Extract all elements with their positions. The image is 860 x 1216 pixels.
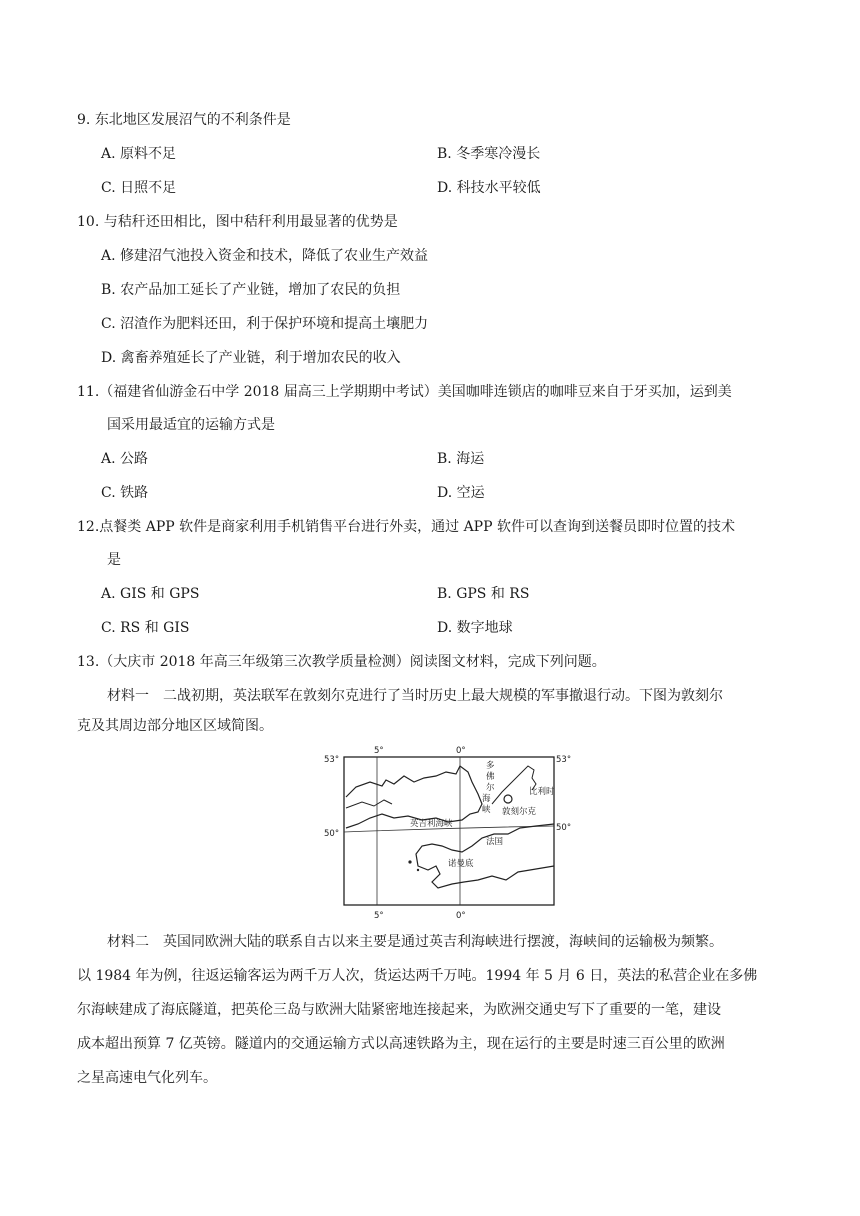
belgium-coastline: [492, 766, 536, 804]
q12-option-a: [101, 584, 199, 604]
inner-coastline: [346, 800, 392, 808]
france-coastline: [416, 824, 554, 888]
q10-option-a: [101, 246, 428, 266]
question-text: 东北地区发展沼气的不利条件是: [94, 112, 291, 128]
question-13-stem: [77, 652, 606, 672]
material-text: 尔海峡建成了海底隧道，把英伦三岛与欧洲大陆紧密地连接起来，为欧洲交通史写下了重要的一笔，建设: [77, 1002, 721, 1018]
option-letter: D.: [437, 485, 453, 501]
q11-option-b: [437, 449, 484, 469]
option-letter: C.: [101, 485, 116, 501]
option-letter: B.: [437, 146, 452, 162]
label-dunkirk: 敦刻尔克: [502, 807, 537, 817]
question-text: 点餐类 APP 软件是商家利用手机销售平台进行外卖，通过 APP 软件可以查询到送餐员即时位置的技术: [99, 519, 735, 535]
q9-option-a: [101, 144, 176, 164]
option-letter: D.: [437, 180, 453, 196]
option-text: 铁路: [120, 485, 149, 501]
option-text: 沼渣作为肥料还田，利于保护环境和提高土壤肥力: [120, 316, 429, 332]
material-1-line-1: [107, 686, 723, 706]
question-text: 是: [107, 552, 121, 568]
label-lon-5w-bottom: 5°: [374, 911, 384, 920]
label-lat-50-left: 50°: [324, 829, 340, 839]
option-text: RS 和 GIS: [120, 620, 190, 636]
material-text: 之星高速电气化列车。: [77, 1070, 217, 1086]
material-2-line-2: [77, 966, 757, 986]
island-dot: [408, 860, 411, 863]
question-12-stem-cont: [107, 550, 121, 570]
material-text: 成本超出预算 7 亿英镑。隧道内的交通运输方式以高速铁路为主，现在运行的主要是时速三百公里的欧洲: [77, 1036, 725, 1052]
question-12-stem: [77, 517, 735, 537]
material-2-line-1: [107, 932, 723, 952]
q12-option-b: [437, 584, 529, 604]
option-letter: B.: [437, 586, 452, 602]
option-letter: D.: [101, 350, 117, 366]
question-11-stem: [77, 382, 732, 402]
label-dover-5: 峡: [482, 805, 491, 815]
question-10-stem: [77, 212, 398, 232]
question-text: （福建省仙游金石中学 2018 届高三上学期期中考试）美国咖啡连锁店的咖啡豆来自于牙买加，运到美: [99, 384, 732, 400]
label-lat-50-right: 50°: [556, 823, 572, 833]
option-text: 原料不足: [120, 146, 177, 162]
material-text: 材料一 二战初期，英法联军在敦刻尔克进行了当时历史上最大规模的军事撤退行动。下图为敦刻尔: [107, 688, 723, 704]
material-1-line-2: [77, 716, 273, 736]
q10-option-b: [101, 280, 400, 300]
option-letter: C.: [101, 620, 116, 636]
question-9-stem: [77, 110, 291, 130]
option-letter: C.: [101, 316, 116, 332]
q9-option-c: [101, 178, 176, 198]
dunkirk-marker: [504, 795, 512, 803]
option-text: 日照不足: [120, 180, 177, 196]
option-text: 空运: [456, 485, 485, 501]
label-lon-5w-top: 5°: [374, 746, 384, 756]
option-text: GIS 和 GPS: [120, 586, 200, 602]
label-dover-2: 佛: [486, 772, 495, 782]
label-dover-3: 尔: [486, 783, 495, 793]
material-2-line-5: [77, 1068, 217, 1088]
question-number: 13.: [77, 654, 100, 670]
material-text: 以 1984 年为例，往返运输客运为两千万人次，货运达两千万吨。1994 年 5 月 6 日，英法的私营企业在多佛: [77, 968, 758, 984]
question-number: 12.: [77, 519, 100, 535]
material-text: 克及其周边部分地区区域简图。: [77, 718, 273, 734]
option-text: 海运: [456, 451, 485, 467]
option-text: 公路: [120, 451, 149, 467]
dunkirk-region-map: [322, 742, 572, 920]
q12-option-d: [437, 618, 513, 638]
label-dover-1: 多: [486, 761, 495, 771]
material-text: 材料二 英国同欧洲大陆的联系自古以来主要是通过英吉利海峡进行摆渡，海峡间的运输极为频繁。: [107, 934, 723, 950]
question-text: 与秸秆还田相比，图中秸秆利用最显著的优势是: [103, 214, 398, 230]
label-lon-0-top: 0°: [456, 746, 466, 756]
map-svg: [322, 742, 572, 920]
label-belgium: 比利时: [529, 787, 555, 797]
label-english-channel: 英吉利海峡: [410, 819, 453, 829]
label-lon-0-bottom: 0°: [456, 911, 466, 920]
option-letter: B.: [101, 282, 116, 298]
question-number: 9.: [77, 112, 91, 128]
question-text: （大庆市 2018 年高三年级第三次教学质量检测）阅读图文材料，完成下列问题。: [99, 654, 606, 670]
island-dot: [417, 869, 419, 871]
q9-option-b: [437, 144, 540, 164]
option-letter: D.: [437, 620, 453, 636]
label-normandy: 诺曼底: [448, 859, 474, 869]
option-letter: A.: [101, 248, 116, 264]
q11-option-d: [437, 483, 485, 503]
q9-option-d: [437, 178, 541, 198]
material-2-line-3: [77, 1000, 721, 1020]
option-text: 科技水平较低: [456, 180, 541, 196]
option-text: 禽畜养殖延长了产业链，利于增加农民的收入: [120, 350, 401, 366]
option-text: 数字地球: [456, 620, 513, 636]
question-11-stem-cont: [107, 415, 275, 435]
option-letter: A.: [101, 586, 116, 602]
q12-option-c: [101, 618, 189, 638]
q11-option-a: [101, 449, 148, 469]
q10-option-d: [101, 348, 401, 368]
option-letter: B.: [437, 451, 452, 467]
option-text: 冬季寒冷漫长: [456, 146, 541, 162]
question-number: 10.: [77, 214, 100, 230]
option-text: 农产品加工延长了产业链，增加了农民的负担: [120, 282, 401, 298]
option-text: 修建沼气池投入资金和技术，降低了农业生产效益: [120, 248, 429, 264]
label-lat-53-left: 53°: [324, 755, 340, 765]
label-dover-4: 海: [482, 794, 491, 804]
material-2-line-4: [77, 1034, 725, 1054]
question-text: 国采用最适宜的运输方式是: [107, 417, 275, 433]
option-letter: A.: [101, 146, 116, 162]
label-lat-53-right: 53°: [556, 755, 572, 765]
question-number: 11.: [77, 384, 100, 400]
q10-option-c: [101, 314, 428, 334]
q11-option-c: [101, 483, 148, 503]
label-france: 法国: [486, 837, 504, 847]
option-letter: C.: [101, 180, 116, 196]
option-text: GPS 和 RS: [456, 586, 530, 602]
option-letter: A.: [101, 451, 116, 467]
